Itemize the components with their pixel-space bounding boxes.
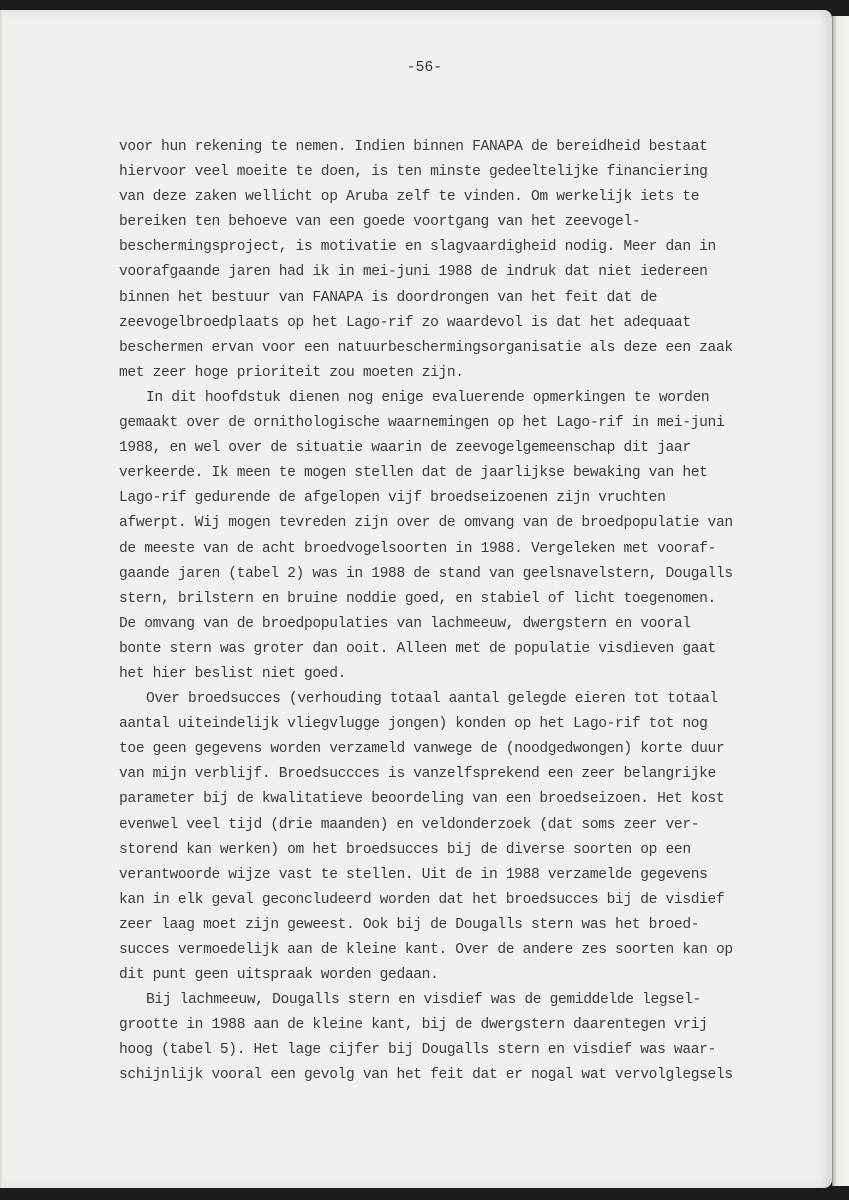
text-line: grootte in 1988 aan de kleine kant, bij de dwergstern daarentegen vrij [119, 1017, 708, 1034]
text-line: Lago-rif gedurende de afgelopen vijf broedseizoenen zijn vruchten [119, 490, 666, 507]
text-line: beschermen ervan voor een natuurbeschermingsorganisatie als deze een zaak [119, 339, 733, 356]
text-line: succes vermoedelijk aan de kleine kant. Over de andere zes soorten kan op [119, 942, 733, 958]
text-line: gemaakt over de ornithologische waarnemingen op het Lago-rif in mei-juni [119, 415, 725, 432]
text-line: verantwoorde wijze vast te stellen. Uit de in 1988 verzamelde gegevens [119, 866, 708, 883]
text-line: stern, brilstern en bruine noddie goed, en stabiel of licht toegenomen. [119, 590, 716, 607]
text-line: evenwel veel tijd (drie maanden) en veldonderzoek (dat soms zeer ver- [119, 816, 700, 833]
text-line: parameter bij de kwalitatieve beoordeling van een broedseizoen. Het kost [119, 791, 725, 808]
text-line: zeer laag moet zijn geweest. Ook bij de Dougalls stern was het broed- [119, 916, 700, 933]
text-line: met zeer hoge prioriteit zou moeten zijn. [119, 364, 464, 381]
text-line: toe geen gegevens worden verzameld vanwege de (noodgedwongen) korte duur [119, 741, 725, 758]
text-line: voor hun rekening te nemen. Indien binnen FANAPA de bereidheid bestaat [119, 139, 708, 155]
text-line: binnen het bestuur van FANAPA is doordrongen van het feit dat de [119, 289, 658, 306]
paragraph-first-line: Over broedsucces (verhouding totaal aantal gelegde eieren tot totaal [146, 691, 718, 708]
text-line: van deze zaken wellicht op Aruba zelf te vinden. Om werkelijk iets te [119, 189, 700, 206]
text-line: 1988, en wel over de situatie waarin de zeevogelgemeenschap dit jaar [119, 440, 691, 457]
body-text [119, 135, 769, 1089]
paragraph-first-line: Bij lachmeeuw, Dougalls stern en visdief was de gemiddelde legsel- [146, 992, 701, 1009]
text-line: hoog (tabel 5). Het lage cijfer bij Dougalls stern en visdief was waar- [119, 1042, 716, 1059]
page-curl-edge [832, 16, 849, 1186]
text-line: verkeerde. Ik meen te mogen stellen dat de jaarlijkse bewaking van het [119, 465, 708, 482]
text-line: van mijn verblijf. Broedsuccces is vanzelfsprekend een zeer belangrijke [119, 766, 716, 783]
paragraph-first-line: In dit hoofdstuk dienen nog enige evaluerende opmerkingen te worden [146, 389, 710, 406]
text-line: aantal uiteindelijk vliegvlugge jongen) konden op het Lago-rif tot nog [119, 716, 708, 733]
text-line: beschermingsproject, is motivatie en slagvaardigheid nodig. Meer dan in [119, 239, 716, 256]
text-line: De omvang van de broedpopulaties van lachmeeuw, dwergstern en vooral [119, 615, 691, 632]
text-line: gaande jaren (tabel 2) was in 1988 de stand van geelsnavelstern, Dougalls [119, 565, 733, 582]
text-line: kan in elk geval geconcludeerd worden dat het broedsucces bij de visdief [119, 891, 725, 908]
text-line: dit punt geen uitspraak worden gedaan. [119, 967, 439, 984]
page-binding-edge [0, 10, 3, 1188]
text-line: storend kan werken) om het broedsucces bij de diverse soorten op een [119, 841, 691, 858]
text-line: voorafgaande jaren had ik in mei-juni 1988 de indruk dat niet iedereen [119, 264, 708, 281]
text-line: schijnlijk vooral een gevolg van het feit dat er nogal wat vervolglegsels [119, 1067, 733, 1084]
text-line: hiervoor veel moeite te doen, is ten minste gedeeltelijke financiering [119, 164, 708, 181]
text-line: het hier beslist niet goed. [119, 665, 347, 682]
text-line: afwerpt. Wij mogen tevreden zijn over de omvang van de broedpopulatie van [119, 515, 733, 532]
text-line: zeevogelbroedplaats op het Lago-rif zo waardevol is dat het adequaat [119, 314, 691, 331]
text-line: bereiken ten behoeve van een goede voortgang van het zeevogel- [119, 214, 641, 231]
page-number: -56- [406, 60, 443, 76]
text-line: bonte stern was groter dan ooit. Alleen met de populatie visdieven gaat [119, 640, 716, 657]
text-line: de meeste van de acht broedvogelsoorten in 1988. Vergeleken met vooraf- [119, 540, 716, 557]
